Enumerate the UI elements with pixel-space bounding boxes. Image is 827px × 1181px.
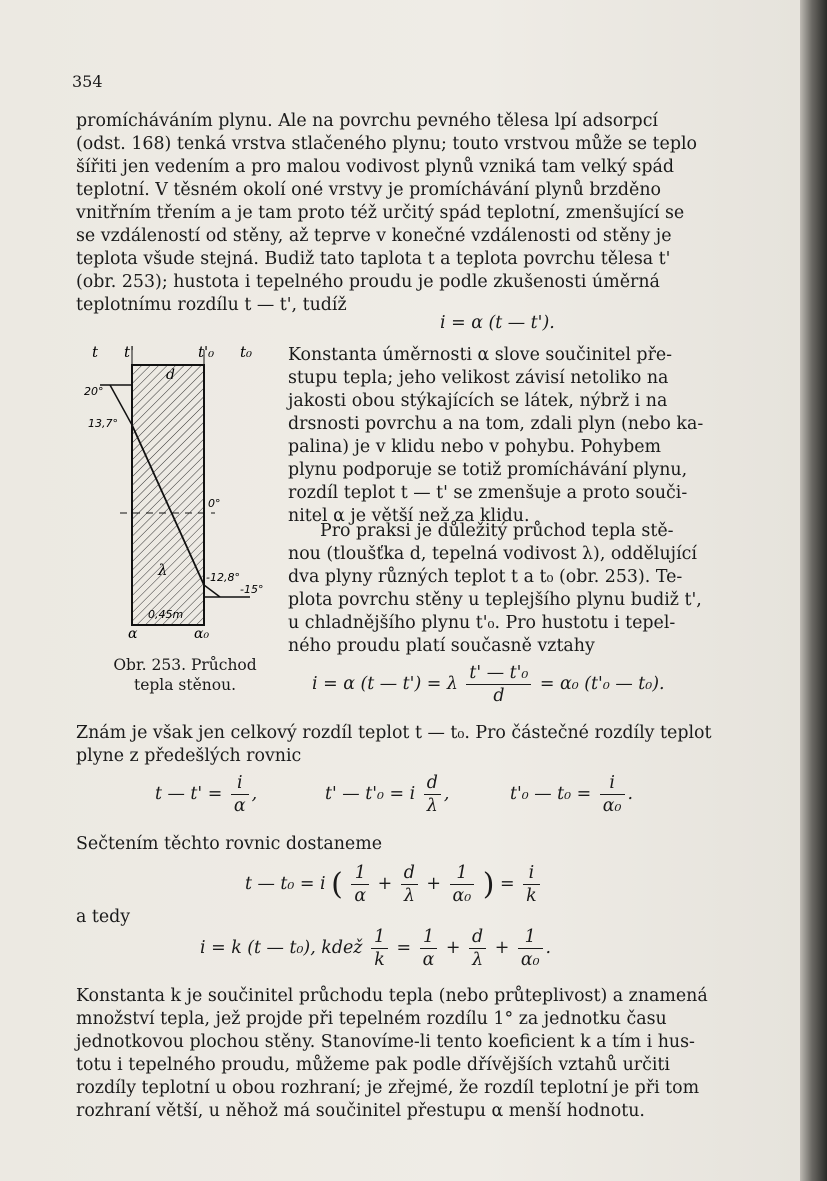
paragraph5-line: rozhraní větší, u něhož má součinitel přestupu α menší hodnotu.	[76, 1101, 645, 1121]
paragraph1-line: teplotní. V těsném okolí oné vrstvy je promíchávání plynů brzděno	[76, 180, 662, 200]
figure-253	[70, 335, 285, 649]
equation-partial-3: t'₀ — t₀ = $\frac{i}{\text{α₀}}$ .	[510, 773, 634, 816]
paragraph1-line: (obr. 253); hustota i tepelného proudu je podle zkušenosti úměrná	[76, 272, 660, 292]
label-20-deg: 20°	[84, 385, 104, 398]
label-lambda: λ	[158, 561, 168, 579]
paragraph2-line: Konstanta úměrnosti α slove součinitel pře-	[288, 345, 673, 365]
paragraph3-line: plota povrchu stěny u teplejšího plynu budiž t',	[288, 590, 702, 610]
label-t0: t₀	[240, 343, 253, 361]
equation-k: i = k (t — t₀), kdež $\frac{1}{k}$ = $\frac{1}{\alpha}$ + $\frac{d}{\lambda}$ + $\frac{1}{\text{α₀}}$ .	[200, 927, 552, 970]
paragraph5-line: jednotkovou plochou stěny. Stanovíme-li tento koeficient k a tím i hus-	[76, 1032, 695, 1052]
paragraph5-line: totu i tepelného proudu, můžeme pak podle dřívějších vztahů určiti	[76, 1055, 670, 1075]
label-d: d	[166, 367, 175, 383]
label-13-7-deg: 13,7°	[88, 417, 118, 430]
paragraph3-line: u chladnějšího plynu t'₀. Pro hustotu i tepel-	[288, 613, 676, 633]
paragraph1-line: promícháváním plynu. Ale na povrchu pevného tělesa lpí adsorpcí	[76, 111, 658, 131]
paragraph5-line: rozdíly teplotní u obou rozhraní; je zřejmé, že rozdíl teplotní je při tom	[76, 1078, 700, 1098]
paragraph2-line: nitel α je větší než za klidu.	[288, 506, 530, 526]
paragraph5-line: Konstanta k je součinitel průchodu tepla (nebo průteplivost) a znamená	[76, 986, 708, 1006]
paragraph3-line: ného proudu platí současně vztahy	[288, 636, 595, 656]
paragraph4-line: Znám je však jen celkový rozdíl teplot t — t₀. Pro částečné rozdíly teplot	[76, 723, 712, 743]
equation-sum: t — t₀ = i ( $\frac{1}{\alpha}$ + $\frac{d}{\lambda}$ + $\frac{1}{\text{α₀}}$ ) = $\frac{i}{k}$	[245, 862, 543, 907]
equation-partial-1: t — t' = $\frac{i}{\alpha}$ ,	[155, 773, 258, 816]
paragraph2-line: drsnosti povrchu a na tom, zdali plyn (nebo ka-	[288, 414, 704, 434]
paragraph5-line: množství tepla, jež projde při tepelném rozdílu 1° za jednotku času	[76, 1009, 667, 1029]
caption-line: Obr. 253. Průchod	[113, 656, 257, 674]
and-thus-text: a tedy	[76, 907, 131, 927]
book-binding-shadow	[800, 0, 827, 1181]
equation-alpha: i = α (t — t').	[440, 313, 555, 333]
paragraph2-line: jakosti obou stýkajících se látek, nýbrž i na	[288, 391, 668, 411]
wall-diagram	[70, 335, 285, 645]
figure-caption	[100, 655, 270, 695]
equation-partial-2: t' — t'₀ = i $\frac{d}{\lambda}$ ,	[325, 773, 450, 816]
sum-text: Sečtením těchto rovnic dostaneme	[76, 834, 383, 854]
paragraph1-line: vnitřním třením a je tam proto též určitý spád teplotní, zmenšující se	[76, 203, 685, 223]
label-t0-prime: t'₀	[198, 343, 215, 361]
paragraph1-line: se vzdáleností od stěny, až teprve v konečné vzdálenosti od stěny je	[76, 226, 672, 246]
paragraph1-line: šířiti jen vedením a pro malou vodivost plynů vzniká tam velký spád	[76, 157, 674, 177]
label-t-prime: t'	[124, 343, 135, 361]
label-thickness: 0,45m	[148, 608, 184, 621]
paragraph2-line: plynu podporuje se totiž promíchávání plynu,	[288, 460, 688, 480]
label-alpha: α	[128, 626, 138, 642]
caption-line: tepla stěnou.	[133, 676, 237, 694]
label-0-deg: 0°	[208, 497, 221, 510]
paragraph2-line: stupu tepla; jeho velikost závisí netoliko na	[288, 368, 669, 388]
paragraph1-line: (odst. 168) tenká vrstva stlačeného plynu; touto vrstvou může se teplo	[76, 134, 698, 154]
paragraph2-line: rozdíl teplot t — t' se zmenšuje a proto souči-	[288, 483, 688, 503]
label-alpha0: α₀	[194, 626, 210, 642]
label-t: t	[92, 343, 99, 361]
equation-heat-flow: i = α (t — t') = λ $\frac{\text{t' — t'₀}}{d}$ = α₀ (t'₀ — t₀).	[312, 663, 665, 706]
paragraph1-line: teplota všude stejná. Budiž tato taplota t a teplota povrchu tělesa t'	[76, 249, 671, 269]
label-minus-12-8: -12,8°	[206, 571, 240, 584]
label-minus-15: -15°	[240, 583, 264, 596]
paragraph4-line: plyne z předešlých rovnic	[76, 746, 302, 766]
paragraph2-line: palina) je v klidu nebo v pohybu. Pohybem	[288, 437, 661, 457]
page-number: 354	[72, 72, 103, 91]
wall-hatched	[132, 365, 204, 625]
paragraph3-line: nou (tloušťka d, tepelná vodivost λ), oddělující	[288, 544, 697, 564]
paragraph3-line: dva plyny různých teplot t a t₀ (obr. 253). Te-	[288, 567, 683, 587]
paragraph3-line: Pro praksi je důležitý průchod tepla stě-	[320, 521, 674, 541]
paragraph1-line: teplotnímu rozdílu t — t', tudíž	[76, 295, 347, 315]
